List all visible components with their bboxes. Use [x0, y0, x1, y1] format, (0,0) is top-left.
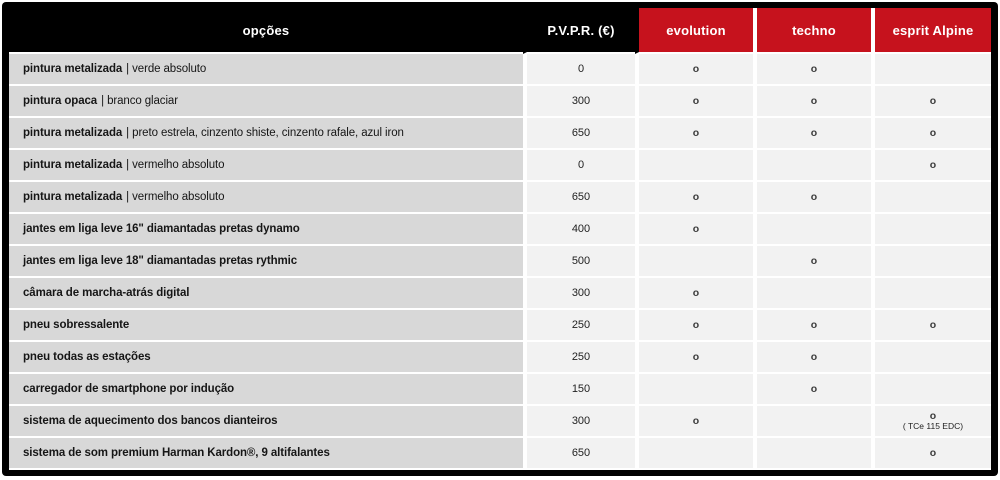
availability-cell — [635, 150, 753, 182]
price-cell: 150 — [523, 374, 635, 406]
option-label-cell — [9, 86, 523, 118]
option-name: pintura opaca — [23, 95, 98, 107]
availability-cell — [635, 214, 753, 246]
option-name: carregador de smartphone por indução — [23, 383, 235, 395]
option-label-cell — [9, 54, 523, 86]
availability-cell — [635, 310, 753, 342]
availability-cell — [871, 246, 991, 278]
availability-cell — [871, 86, 991, 118]
availability-cell — [753, 182, 871, 214]
option-label-cell — [9, 150, 523, 182]
header-trim-esprit-alpine: esprit Alpine — [871, 8, 991, 54]
availability-cell — [753, 406, 871, 438]
availability-cell — [753, 374, 871, 406]
price-cell: 300 — [523, 406, 635, 438]
availability-mark: o — [692, 350, 700, 363]
availability-cell — [753, 310, 871, 342]
availability-mark: o — [810, 254, 818, 267]
availability-mark: o — [692, 318, 700, 331]
table-frame — [2, 2, 998, 476]
availability-mark: o — [810, 318, 818, 331]
price-cell: 0 — [523, 150, 635, 182]
price-cell: 0 — [523, 54, 635, 86]
availability-cell — [635, 438, 753, 470]
availability-cell — [635, 246, 753, 278]
availability-mark: o — [692, 286, 700, 299]
availability-cell — [635, 54, 753, 86]
availability-mark: o — [810, 350, 818, 363]
option-name: pintura metalizada — [23, 63, 123, 75]
availability-cell — [635, 406, 753, 438]
availability-cell — [871, 374, 991, 406]
availability-mark: o — [929, 318, 937, 331]
price-cell: 400 — [523, 214, 635, 246]
header-trim-evolution: evolution — [635, 8, 753, 54]
option-name: pneu todas as estações — [23, 351, 151, 363]
availability-cell — [753, 438, 871, 470]
availability-note: ( TCe 115 EDC) — [902, 421, 964, 432]
availability-mark: o — [692, 222, 700, 235]
option-variant: | verde absoluto — [126, 63, 207, 75]
availability-cell — [635, 118, 753, 150]
header-price: P.V.P.R. (€) — [523, 8, 635, 54]
option-name: pintura metalizada — [23, 159, 123, 171]
availability-mark: o — [810, 62, 818, 75]
option-name: pneu sobressalente — [23, 319, 130, 331]
availability-cell — [753, 118, 871, 150]
options-table — [9, 8, 991, 470]
availability-cell — [753, 214, 871, 246]
availability-cell — [871, 278, 991, 310]
header-trim-techno: techno — [753, 8, 871, 54]
availability-mark: o — [692, 94, 700, 107]
option-label-cell — [9, 310, 523, 342]
availability-mark: o — [810, 126, 818, 139]
price-cell: 300 — [523, 278, 635, 310]
availability-mark: o — [692, 126, 700, 139]
availability-cell — [635, 182, 753, 214]
price-cell: 650 — [523, 118, 635, 150]
price-cell: 650 — [523, 182, 635, 214]
availability-cell — [871, 438, 991, 470]
option-label-cell — [9, 406, 523, 438]
availability-cell — [635, 278, 753, 310]
option-variant: | preto estrela, cinzento shiste, cinzento rafale, azul iron — [126, 127, 404, 139]
option-name: jantes em liga leve 18" diamantadas pretas rythmic — [23, 255, 298, 267]
availability-cell — [871, 214, 991, 246]
availability-mark: o — [929, 126, 937, 139]
availability-cell — [871, 118, 991, 150]
availability-cell — [871, 150, 991, 182]
price-cell: 250 — [523, 310, 635, 342]
option-label-cell — [9, 182, 523, 214]
price-cell: 650 — [523, 438, 635, 470]
availability-cell — [871, 310, 991, 342]
availability-mark: o — [810, 190, 818, 203]
availability-cell — [635, 342, 753, 374]
header-options: opções — [9, 8, 523, 54]
availability-mark: o — [929, 446, 937, 459]
availability-cell — [871, 406, 991, 438]
option-label-cell — [9, 278, 523, 310]
availability-cell — [753, 150, 871, 182]
availability-mark: o — [929, 410, 937, 423]
availability-mark: o — [692, 414, 700, 427]
availability-mark: o — [929, 94, 937, 107]
availability-cell — [871, 182, 991, 214]
availability-mark: o — [810, 94, 818, 107]
availability-cell — [753, 278, 871, 310]
availability-cell — [871, 54, 991, 86]
option-label-cell — [9, 214, 523, 246]
price-cell: 250 — [523, 342, 635, 374]
option-label-cell — [9, 374, 523, 406]
availability-mark: o — [692, 190, 700, 203]
price-cell: 500 — [523, 246, 635, 278]
option-name: jantes em liga leve 16" diamantadas pretas dynamo — [23, 223, 300, 235]
availability-cell — [635, 374, 753, 406]
availability-cell — [871, 342, 991, 374]
price-cell: 300 — [523, 86, 635, 118]
availability-cell — [753, 86, 871, 118]
availability-cell — [753, 54, 871, 86]
option-variant: | vermelho absoluto — [126, 191, 225, 203]
option-label-cell — [9, 438, 523, 470]
availability-mark: o — [692, 62, 700, 75]
option-name: sistema de som premium Harman Kardon®, 9 altifalantes — [23, 447, 330, 459]
option-name: pintura metalizada — [23, 191, 123, 203]
option-label-cell — [9, 342, 523, 374]
option-name: câmara de marcha-atrás digital — [23, 287, 190, 299]
option-name: pintura metalizada — [23, 127, 123, 139]
availability-cell — [635, 86, 753, 118]
option-variant: | vermelho absoluto — [126, 159, 225, 171]
option-variant: | branco glaciar — [101, 95, 178, 107]
availability-cell — [753, 246, 871, 278]
availability-mark: o — [810, 382, 818, 395]
option-label-cell — [9, 118, 523, 150]
availability-mark: o — [929, 158, 937, 171]
availability-cell — [753, 342, 871, 374]
option-label-cell — [9, 246, 523, 278]
option-name: sistema de aquecimento dos bancos dianteiros — [23, 415, 278, 427]
